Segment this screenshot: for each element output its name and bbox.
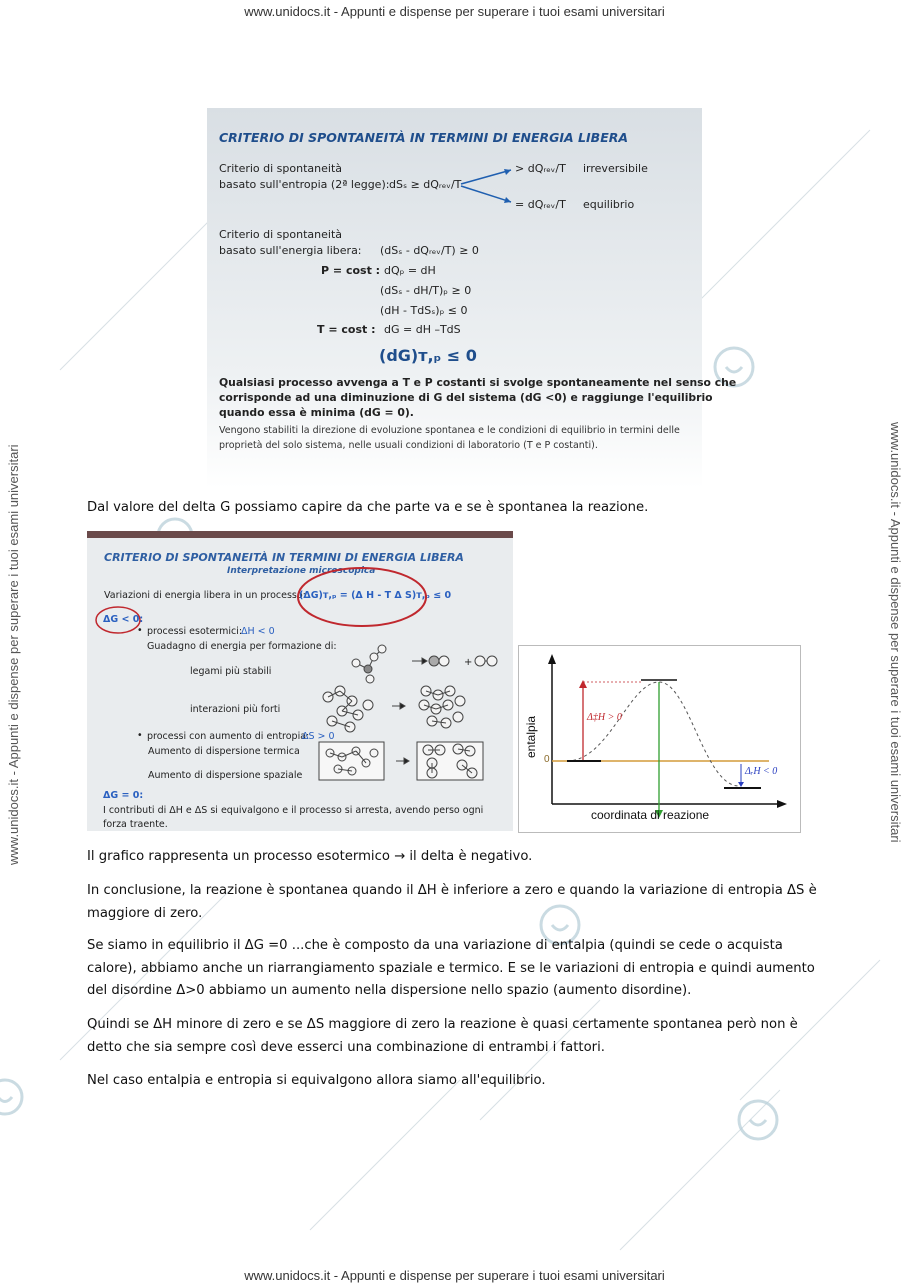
dg-negative-label: ΔG < 0: — [103, 614, 144, 625]
exothermic-value: ΔH < 0 — [241, 626, 275, 637]
thermal-dispersion-text: Aumento di dispersione termica — [148, 746, 300, 757]
note-line2: proprietà del solo sistema, nelle usuali condizioni di laboratorio (T e P costanti). — [219, 440, 598, 451]
header-watermark-banner: www.unidocs.it - Appunti e dispense per superare i tuoi esami universitari — [244, 4, 665, 19]
strong-interactions-text: interazioni più forti — [190, 704, 281, 715]
bold-statement-line3: quando essa è minima (dG = 0). — [219, 406, 414, 419]
free-energy-formula: (dSₛ - dQᵣₑᵥ/T) ≥ 0 — [380, 244, 479, 257]
x-axis-label: coordinata di reazione — [591, 808, 710, 822]
slide2-title: CRITERIO DI SPONTANEITÀ IN TERMINI DI ENERGIA LIBERA — [104, 551, 464, 564]
branch-bottom-formula: = dQᵣₑᵥ/T — [515, 198, 566, 211]
entropy-criterion-line2: basato sull'entropia (2ª legge): — [219, 178, 390, 191]
main-result: (dG)ᴛ,ₚ ≤ 0 — [379, 346, 477, 365]
molecule-diagrams — [312, 641, 512, 801]
paragraph-equilibrium: Se siamo in equilibrio il ΔG =0 ...che è composto da una variazione di entalpia (quindi se cede o acquista calore), abbiamo anche un riarrangiamento spaziale e termico. E se le variazioni di entropia e quindi aumento del disordine Δ>0 abbiamo un aumento nella dispersione nello spazio (aumento disordine). — [87, 938, 815, 998]
branch-arrows — [459, 160, 519, 210]
entropy-process-value: ΔS > 0 — [302, 731, 335, 742]
p-cost-eq2: (dSₛ - dH/T)ₚ ≥ 0 — [380, 284, 472, 297]
variation-formula: (ΔG)ᴛ,ₚ = (Δ H - T Δ S)ᴛ,ₚ ≤ 0 — [299, 590, 452, 601]
branch-top-formula: > dQᵣₑᵥ/T — [515, 162, 566, 175]
bullet-icon: • — [137, 625, 143, 636]
energy-gain-text: Guadagno di energia per formazione di: — [147, 641, 337, 652]
entropy-process-label: processi con aumento di entropia: — [147, 731, 310, 742]
variation-text: Variazioni di energia libera in un processo: — [104, 590, 306, 601]
final-line1: I contributi di ΔH e ΔS si equivalgono e il processo si arresta, avendo perso ogni — [103, 805, 484, 816]
footer-watermark-banner: www.unidocs.it - Appunti e dispense per superare i tuoi esami universitari — [244, 1268, 665, 1283]
p-cost-eq3: (dH - TdSₛ)ₚ ≤ 0 — [380, 304, 468, 317]
branch-top-label: irreversibile — [583, 162, 648, 175]
slide2-subtitle: Interpretazione microscopica — [227, 566, 376, 576]
note-line1: Vengono stabiliti la direzione di evoluzione spontanea e le condizioni di equilibrio in termini delle — [219, 425, 680, 436]
slide-spontaneity-criterion — [207, 108, 737, 488]
bold-statement-line2: corrisponde ad una diminuzione di G del sistema (dG <0) e raggiunge l'equilibrio — [219, 391, 713, 404]
left-side-watermark: www.unidocs.it - Appunti e dispense per superare i tuoi esami universitari — [6, 444, 21, 865]
exothermic-label: processi esotermici: — [147, 626, 243, 637]
y-axis-label: entalpia — [524, 715, 538, 758]
free-energy-criterion-line2: basato sull'energia libera: — [219, 244, 362, 257]
bullet-icon: • — [137, 730, 143, 741]
t-cost-label: T = cost : — [317, 323, 376, 336]
free-energy-criterion-line1: Criterio di spontaneità — [219, 228, 342, 241]
paragraph-enthalpy-entropy-balance: Nel caso entalpia e entropia si equivalgono allora siamo all'equilibrio. — [87, 1073, 546, 1088]
paragraph-intro: Dal valore del delta G possiamo capire da che parte va e se è spontanea la reazione. — [87, 500, 649, 515]
stable-bonds-text: legami più stabili — [190, 666, 272, 677]
branch-bottom-label: equilibrio — [583, 198, 635, 211]
spatial-dispersion-text: Aumento di dispersione spaziale — [148, 770, 303, 781]
entropy-formula: dSₛ ≥ dQᵣₑᵥ/T — [389, 178, 462, 191]
final-line2: forza traente. — [103, 819, 168, 830]
p-cost-eq1: dQₚ = dH — [384, 264, 436, 277]
slide-microscopic-interpretation — [87, 531, 513, 831]
right-side-watermark: www.unidocs.it - Appunti e dispense per superare i tuoi esami universitari — [888, 422, 903, 843]
paragraph-conclusion: In conclusione, la reazione è spontanea quando il ΔH è inferiore a zero e quando la variazione di entropia ΔS è maggiore di zero. — [87, 883, 817, 921]
paragraph-graph-explanation: Il grafico rappresenta un processo esotermico → il delta è negativo. — [87, 849, 533, 864]
svg-text:+: + — [464, 657, 473, 668]
enthalpy-reaction-diagram — [518, 645, 801, 833]
p-cost-label: P = cost : — [321, 264, 381, 277]
activation-enthalpy-label: Δ‡H > 0 — [587, 712, 622, 723]
diagram-drawing — [519, 646, 800, 832]
bold-statement-line1: Qualsiasi processo avvenga a T e P costanti si svolge spontaneamente nel senso che — [219, 376, 737, 389]
t-cost-eq: dG = dH –TdS — [384, 323, 461, 336]
dg-zero-label: ΔG = 0: — [103, 790, 144, 801]
zero-level-label: 0 — [544, 754, 550, 765]
entropy-criterion-line1: Criterio di spontaneità — [219, 162, 342, 175]
slide1-title: CRITERIO DI SPONTANEITÀ IN TERMINI DI ENERGIA LIBERA — [219, 130, 629, 145]
paragraph-spontaneity-factors: Quindi se ΔH minore di zero e se ΔS maggiore di zero la reazione è quasi certamente spontanea però non è detto che sia sempre così deve esserci una combinazione di entrambi i fattori. — [87, 1017, 798, 1055]
reaction-enthalpy-label: ΔᵣH < 0 — [745, 766, 778, 777]
